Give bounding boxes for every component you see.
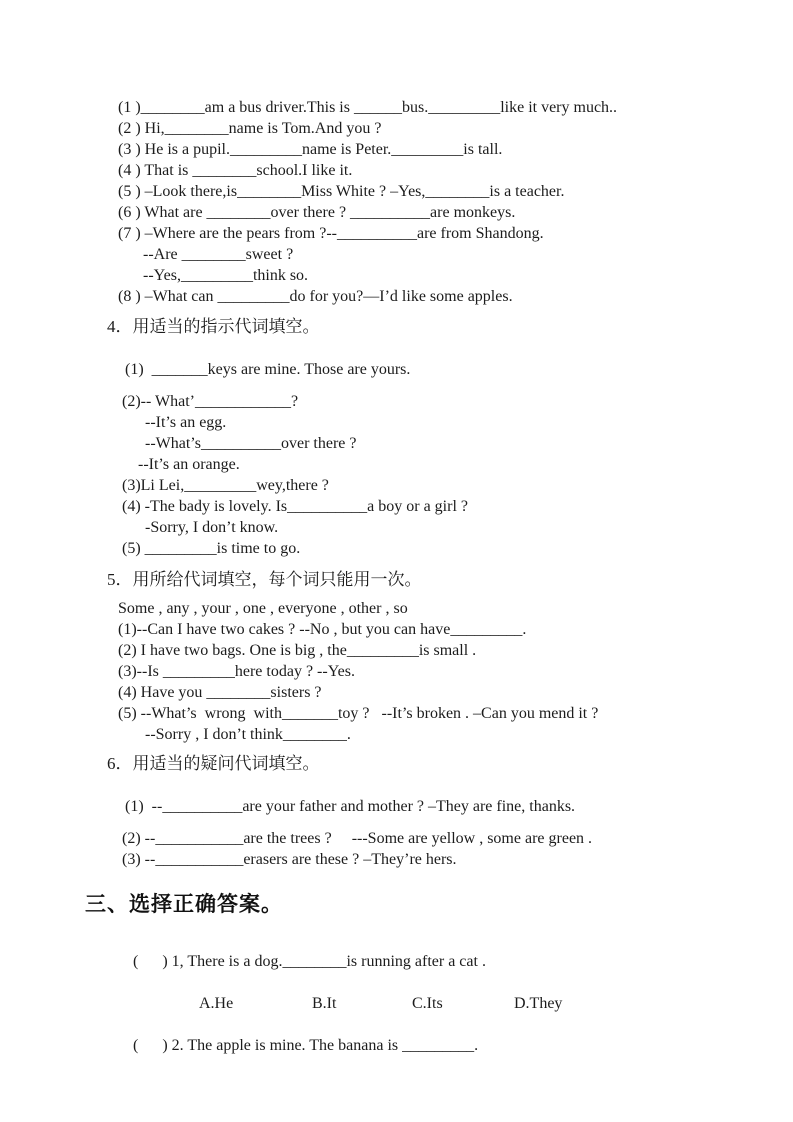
fill-blank-line: (1)--Can I have two cakes ? --No , but you can have_________. (118, 621, 527, 638)
dialogue-line: --It’s an egg. (145, 414, 227, 431)
mc-option-c: C.Its (412, 995, 443, 1012)
fill-blank-line: (4 ) That is ________school.I like it. (118, 162, 353, 179)
mc-option-d: D.They (514, 995, 563, 1012)
fill-blank-line: (3)--Is _________here today ? --Yes. (118, 663, 355, 680)
fill-blank-line: (1) _______keys are mine. Those are yours. (125, 361, 411, 378)
section-given-pronouns (107, 569, 763, 745)
part-3-heading: 三、选择正确答案。 (85, 893, 283, 916)
fill-blank-line: (1 )________am a bus driver.This is ______bus._________like it very much.. (118, 99, 618, 116)
mc-options-row (118, 972, 763, 1035)
section-6-heading: 6．用适当的疑问代词填空。 (107, 754, 320, 773)
fill-blank-line: (7 ) –Where are the pears from ?--__________are from Shandong. (118, 225, 544, 242)
section-pronoun-fill (118, 97, 763, 307)
dialogue-line: --Yes,_________think so. (143, 267, 309, 284)
mc-question: ( ) 1, There is a dog.________is running after a cat . (133, 953, 486, 970)
section-multiple-choice (85, 890, 763, 1056)
fill-blank-line: (3 ) He is a pupil._________name is Peter._________is tall. (118, 141, 503, 158)
fill-blank-line: (8 ) –What can _________do for you?—I’d like some apples. (118, 288, 513, 305)
section-4-heading: 4．用适当的指示代词填空。 (107, 317, 320, 336)
fill-blank-line: (5 ) –Look there,is________Miss White ? –Yes,________is a teacher. (118, 183, 565, 200)
fill-blank-line: (2)-- What’____________? (122, 393, 299, 410)
fill-blank-line: (1) --__________are your father and mother ? –They are fine, thanks. (125, 798, 576, 815)
fill-blank-line: (6 ) What are ________over there ? __________are monkeys. (118, 204, 516, 221)
fill-blank-line: (2) I have two bags. One is big , the_________is small . (118, 642, 477, 659)
dialogue-line: --Sorry , I don’t think________. (145, 726, 351, 743)
word-bank: Some , any , your , one , everyone , other , so (118, 600, 408, 617)
dialogue-line: --It’s an orange. (138, 456, 240, 473)
fill-blank-line: (5) _________is time to go. (122, 540, 301, 557)
mc-option-a: A.He (199, 995, 234, 1012)
fill-blank-line: (3)Li Lei,_________wey,there ? (122, 477, 329, 494)
mc-option-b: B.It (312, 995, 337, 1012)
mc-question: ( ) 2. The apple is mine. The banana is _________. (133, 1037, 479, 1054)
fill-blank-line: (5) --What’s wrong with_______toy ? --It’s broken . –Can you mend it ? (118, 705, 599, 722)
fill-blank-line: (3) --___________erasers are these ? –They’re hers. (122, 851, 457, 868)
dialogue-line: -Sorry, I don’t know. (145, 519, 279, 536)
fill-blank-line: (2 ) Hi,________name is Tom.And you ? (118, 120, 382, 137)
section-5-heading: 5．用所给代词填空，每个词只能用一次。 (107, 570, 422, 589)
fill-blank-line: (2) --___________are the trees ? ---Some are yellow , some are green . (122, 830, 593, 847)
dialogue-line: --Are ________sweet ? (143, 246, 294, 263)
section-interrogative-pronouns (107, 753, 763, 870)
fill-blank-line: (4) -The bady is lovely. Is__________a boy or a girl ? (122, 498, 468, 515)
dialogue-line: --What’s__________over there ? (145, 435, 357, 452)
fill-blank-line: (4) Have you ________sisters ? (118, 684, 322, 701)
section-demonstrative-pronouns (107, 316, 763, 559)
